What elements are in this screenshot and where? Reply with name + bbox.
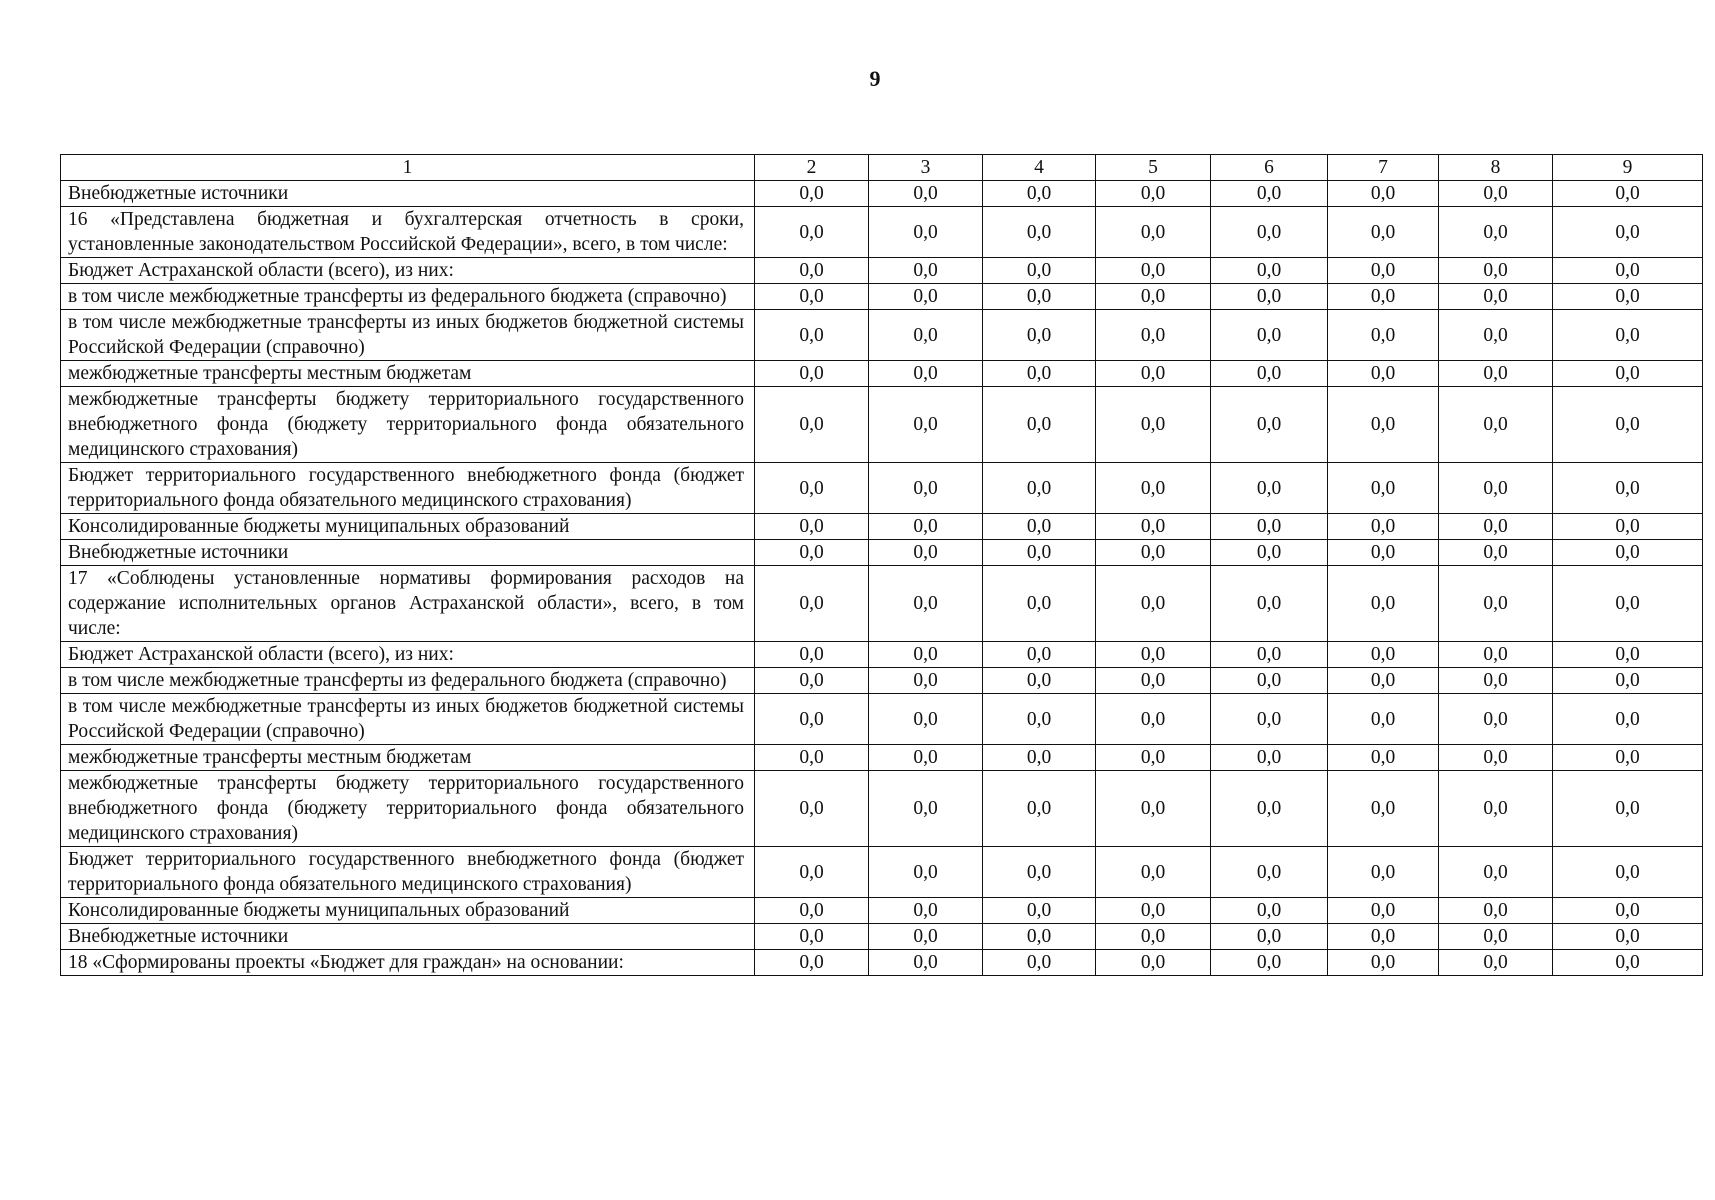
- value-cell: 0,0: [1328, 694, 1439, 745]
- value-cell: 0,0: [1096, 771, 1211, 847]
- table-row: [61, 694, 1703, 745]
- row-label: межбюджетные трансферты бюджету территориального государственного внебюджетного фонда (бюджету территориального фонда обязательного медицинского страхования): [61, 387, 755, 463]
- value-cell: 0,0: [1096, 540, 1211, 566]
- row-label: в том числе межбюджетные трансферты из федерального бюджета (справочно): [61, 668, 755, 694]
- value-cell: 0,0: [1211, 642, 1328, 668]
- value-cell: 0,0: [1439, 514, 1553, 540]
- value-cell: 0,0: [983, 463, 1096, 514]
- value-cell: 0,0: [1328, 668, 1439, 694]
- value-cell: 0,0: [983, 258, 1096, 284]
- value-cell: 0,0: [983, 694, 1096, 745]
- table-row: [61, 310, 1703, 361]
- value-cell: 0,0: [1439, 898, 1553, 924]
- value-cell: 0,0: [983, 387, 1096, 463]
- value-cell: 0,0: [1439, 387, 1553, 463]
- value-cell: 0,0: [1328, 898, 1439, 924]
- value-cell: 0,0: [983, 310, 1096, 361]
- table-row: [61, 540, 1703, 566]
- value-cell: 0,0: [869, 514, 983, 540]
- value-cell: 0,0: [1328, 284, 1439, 310]
- value-cell: 0,0: [1553, 463, 1703, 514]
- value-cell: 0,0: [983, 207, 1096, 258]
- value-cell: 0,0: [1553, 924, 1703, 950]
- value-cell: 0,0: [1328, 950, 1439, 976]
- value-cell: 0,0: [755, 361, 869, 387]
- value-cell: 0,0: [1328, 642, 1439, 668]
- column-header: 5: [1096, 155, 1211, 181]
- value-cell: 0,0: [869, 950, 983, 976]
- value-cell: 0,0: [755, 540, 869, 566]
- value-cell: 0,0: [1439, 207, 1553, 258]
- value-cell: 0,0: [1096, 514, 1211, 540]
- value-cell: 0,0: [755, 745, 869, 771]
- table-row: [61, 847, 1703, 898]
- column-header: 7: [1328, 155, 1439, 181]
- value-cell: 0,0: [1553, 950, 1703, 976]
- value-cell: 0,0: [1328, 540, 1439, 566]
- value-cell: 0,0: [1553, 514, 1703, 540]
- value-cell: 0,0: [755, 514, 869, 540]
- value-cell: 0,0: [1553, 566, 1703, 642]
- value-cell: 0,0: [755, 694, 869, 745]
- value-cell: 0,0: [983, 924, 1096, 950]
- value-cell: 0,0: [1211, 566, 1328, 642]
- row-label: в том числе межбюджетные трансферты из федерального бюджета (справочно): [61, 284, 755, 310]
- value-cell: 0,0: [1211, 463, 1328, 514]
- value-cell: 0,0: [983, 950, 1096, 976]
- column-header: 8: [1439, 155, 1553, 181]
- row-label: 17 «Соблюдены установленные нормативы формирования расходов на содержание исполнительных органов Астраханской области», всего, в том числе:: [61, 566, 755, 642]
- value-cell: 0,0: [1096, 181, 1211, 207]
- row-label: Консолидированные бюджеты муниципальных образований: [61, 898, 755, 924]
- value-cell: 0,0: [983, 642, 1096, 668]
- value-cell: 0,0: [1439, 745, 1553, 771]
- value-cell: 0,0: [1439, 950, 1553, 976]
- value-cell: 0,0: [1439, 540, 1553, 566]
- value-cell: 0,0: [1096, 361, 1211, 387]
- row-label: Бюджет территориального государственного внебюджетного фонда (бюджет территориального фонда обязательного медицинского страхования): [61, 847, 755, 898]
- value-cell: 0,0: [1211, 207, 1328, 258]
- value-cell: 0,0: [1439, 361, 1553, 387]
- value-cell: 0,0: [1096, 694, 1211, 745]
- value-cell: 0,0: [983, 566, 1096, 642]
- value-cell: 0,0: [869, 668, 983, 694]
- value-cell: 0,0: [1096, 258, 1211, 284]
- value-cell: 0,0: [1439, 566, 1553, 642]
- column-header: 3: [869, 155, 983, 181]
- table-row: [61, 771, 1703, 847]
- value-cell: 0,0: [1328, 771, 1439, 847]
- value-cell: 0,0: [1211, 745, 1328, 771]
- value-cell: 0,0: [755, 463, 869, 514]
- value-cell: 0,0: [1328, 463, 1439, 514]
- value-cell: 0,0: [755, 387, 869, 463]
- value-cell: 0,0: [869, 642, 983, 668]
- value-cell: 0,0: [1096, 847, 1211, 898]
- value-cell: 0,0: [1328, 745, 1439, 771]
- value-cell: 0,0: [1211, 540, 1328, 566]
- value-cell: 0,0: [1553, 258, 1703, 284]
- row-label: в том числе межбюджетные трансферты из иных бюджетов бюджетной системы Российской Федерации (справочно): [61, 694, 755, 745]
- table-row: [61, 566, 1703, 642]
- value-cell: 0,0: [1553, 642, 1703, 668]
- value-cell: 0,0: [1439, 284, 1553, 310]
- value-cell: 0,0: [1096, 310, 1211, 361]
- value-cell: 0,0: [1096, 207, 1211, 258]
- value-cell: 0,0: [1096, 387, 1211, 463]
- value-cell: 0,0: [983, 181, 1096, 207]
- value-cell: 0,0: [869, 387, 983, 463]
- value-cell: 0,0: [1439, 310, 1553, 361]
- value-cell: 0,0: [755, 642, 869, 668]
- value-cell: 0,0: [755, 284, 869, 310]
- value-cell: 0,0: [1328, 207, 1439, 258]
- value-cell: 0,0: [869, 284, 983, 310]
- value-cell: 0,0: [755, 771, 869, 847]
- value-cell: 0,0: [1211, 310, 1328, 361]
- value-cell: 0,0: [1439, 694, 1553, 745]
- value-cell: 0,0: [1439, 668, 1553, 694]
- value-cell: 0,0: [1211, 924, 1328, 950]
- row-label: Бюджет Астраханской области (всего), из них:: [61, 642, 755, 668]
- value-cell: 0,0: [1211, 181, 1328, 207]
- column-header: 4: [983, 155, 1096, 181]
- value-cell: 0,0: [1096, 284, 1211, 310]
- value-cell: 0,0: [983, 540, 1096, 566]
- table-body: [61, 181, 1703, 976]
- value-cell: 0,0: [755, 566, 869, 642]
- row-label: Внебюджетные источники: [61, 181, 755, 207]
- value-cell: 0,0: [1328, 847, 1439, 898]
- value-cell: 0,0: [1096, 642, 1211, 668]
- column-header: 2: [755, 155, 869, 181]
- value-cell: 0,0: [1553, 387, 1703, 463]
- row-label: межбюджетные трансферты бюджету территориального государственного внебюджетного фонда (бюджету территориального фонда обязательного медицинского страхования): [61, 771, 755, 847]
- value-cell: 0,0: [1553, 847, 1703, 898]
- value-cell: 0,0: [755, 847, 869, 898]
- value-cell: 0,0: [1553, 181, 1703, 207]
- value-cell: 0,0: [755, 898, 869, 924]
- value-cell: 0,0: [755, 950, 869, 976]
- value-cell: 0,0: [1553, 361, 1703, 387]
- value-cell: 0,0: [869, 540, 983, 566]
- table-row: [61, 387, 1703, 463]
- value-cell: 0,0: [755, 207, 869, 258]
- value-cell: 0,0: [1553, 771, 1703, 847]
- budget-table-container: [60, 154, 1702, 976]
- table-row: [61, 898, 1703, 924]
- table-header-row: [61, 155, 1703, 181]
- value-cell: 0,0: [983, 745, 1096, 771]
- value-cell: 0,0: [1553, 207, 1703, 258]
- value-cell: 0,0: [1553, 694, 1703, 745]
- value-cell: 0,0: [1439, 642, 1553, 668]
- table-row: [61, 924, 1703, 950]
- value-cell: 0,0: [1211, 694, 1328, 745]
- column-header: 9: [1553, 155, 1703, 181]
- value-cell: 0,0: [1096, 566, 1211, 642]
- row-label: Внебюджетные источники: [61, 540, 755, 566]
- row-label: Бюджет Астраханской области (всего), из них:: [61, 258, 755, 284]
- value-cell: 0,0: [1328, 924, 1439, 950]
- value-cell: 0,0: [869, 361, 983, 387]
- value-cell: 0,0: [869, 694, 983, 745]
- value-cell: 0,0: [1553, 668, 1703, 694]
- value-cell: 0,0: [1328, 258, 1439, 284]
- value-cell: 0,0: [1211, 258, 1328, 284]
- column-header: 6: [1211, 155, 1328, 181]
- value-cell: 0,0: [983, 284, 1096, 310]
- value-cell: 0,0: [983, 514, 1096, 540]
- value-cell: 0,0: [1211, 898, 1328, 924]
- value-cell: 0,0: [1211, 771, 1328, 847]
- table-row: [61, 258, 1703, 284]
- value-cell: 0,0: [1328, 181, 1439, 207]
- value-cell: 0,0: [869, 898, 983, 924]
- table-row: [61, 207, 1703, 258]
- value-cell: 0,0: [755, 181, 869, 207]
- row-label: Бюджет территориального государственного внебюджетного фонда (бюджет территориального фонда обязательного медицинского страхования): [61, 463, 755, 514]
- value-cell: 0,0: [869, 847, 983, 898]
- table-row: [61, 463, 1703, 514]
- value-cell: 0,0: [1211, 668, 1328, 694]
- value-cell: 0,0: [1096, 463, 1211, 514]
- value-cell: 0,0: [869, 258, 983, 284]
- value-cell: 0,0: [1439, 847, 1553, 898]
- value-cell: 0,0: [983, 668, 1096, 694]
- value-cell: 0,0: [1096, 950, 1211, 976]
- value-cell: 0,0: [869, 463, 983, 514]
- row-label: 16 «Представлена бюджетная и бухгалтерская отчетность в сроки, установленные законодательством Российской Федерации», всего, в том числе:: [61, 207, 755, 258]
- value-cell: 0,0: [869, 181, 983, 207]
- value-cell: 0,0: [1328, 361, 1439, 387]
- value-cell: 0,0: [1211, 514, 1328, 540]
- value-cell: 0,0: [1328, 310, 1439, 361]
- row-label: межбюджетные трансферты местным бюджетам: [61, 361, 755, 387]
- table-row: [61, 514, 1703, 540]
- value-cell: 0,0: [1439, 463, 1553, 514]
- value-cell: 0,0: [1439, 258, 1553, 284]
- value-cell: 0,0: [869, 745, 983, 771]
- value-cell: 0,0: [755, 668, 869, 694]
- value-cell: 0,0: [983, 898, 1096, 924]
- budget-table: [60, 154, 1703, 976]
- value-cell: 0,0: [869, 566, 983, 642]
- value-cell: 0,0: [1211, 950, 1328, 976]
- value-cell: 0,0: [869, 771, 983, 847]
- value-cell: 0,0: [755, 258, 869, 284]
- table-row: [61, 181, 1703, 207]
- value-cell: 0,0: [1211, 361, 1328, 387]
- value-cell: 0,0: [1439, 771, 1553, 847]
- value-cell: 0,0: [1553, 745, 1703, 771]
- row-label: в том числе межбюджетные трансферты из иных бюджетов бюджетной системы Российской Федерации (справочно): [61, 310, 755, 361]
- value-cell: 0,0: [1553, 898, 1703, 924]
- table-row: [61, 745, 1703, 771]
- value-cell: 0,0: [1328, 387, 1439, 463]
- value-cell: 0,0: [869, 924, 983, 950]
- value-cell: 0,0: [1211, 387, 1328, 463]
- value-cell: 0,0: [755, 310, 869, 361]
- value-cell: 0,0: [1328, 514, 1439, 540]
- value-cell: 0,0: [869, 207, 983, 258]
- row-label: 18 «Сформированы проекты «Бюджет для граждан» на основании:: [61, 950, 755, 976]
- value-cell: 0,0: [1439, 181, 1553, 207]
- value-cell: 0,0: [983, 847, 1096, 898]
- row-label: межбюджетные трансферты местным бюджетам: [61, 745, 755, 771]
- column-header: 1: [61, 155, 755, 181]
- value-cell: 0,0: [1096, 745, 1211, 771]
- value-cell: 0,0: [1553, 284, 1703, 310]
- value-cell: 0,0: [983, 771, 1096, 847]
- value-cell: 0,0: [1553, 310, 1703, 361]
- table-row: [61, 668, 1703, 694]
- value-cell: 0,0: [1439, 924, 1553, 950]
- table-row: [61, 361, 1703, 387]
- table-row: [61, 950, 1703, 976]
- page-number: 9: [869, 66, 881, 91]
- value-cell: 0,0: [1096, 668, 1211, 694]
- value-cell: 0,0: [1211, 847, 1328, 898]
- value-cell: 0,0: [983, 361, 1096, 387]
- value-cell: 0,0: [1553, 540, 1703, 566]
- table-row: [61, 642, 1703, 668]
- table-row: [61, 284, 1703, 310]
- value-cell: 0,0: [869, 310, 983, 361]
- row-label: Внебюджетные источники: [61, 924, 755, 950]
- value-cell: 0,0: [1096, 898, 1211, 924]
- value-cell: 0,0: [755, 924, 869, 950]
- value-cell: 0,0: [1211, 284, 1328, 310]
- value-cell: 0,0: [1328, 566, 1439, 642]
- value-cell: 0,0: [1096, 924, 1211, 950]
- row-label: Консолидированные бюджеты муниципальных образований: [61, 514, 755, 540]
